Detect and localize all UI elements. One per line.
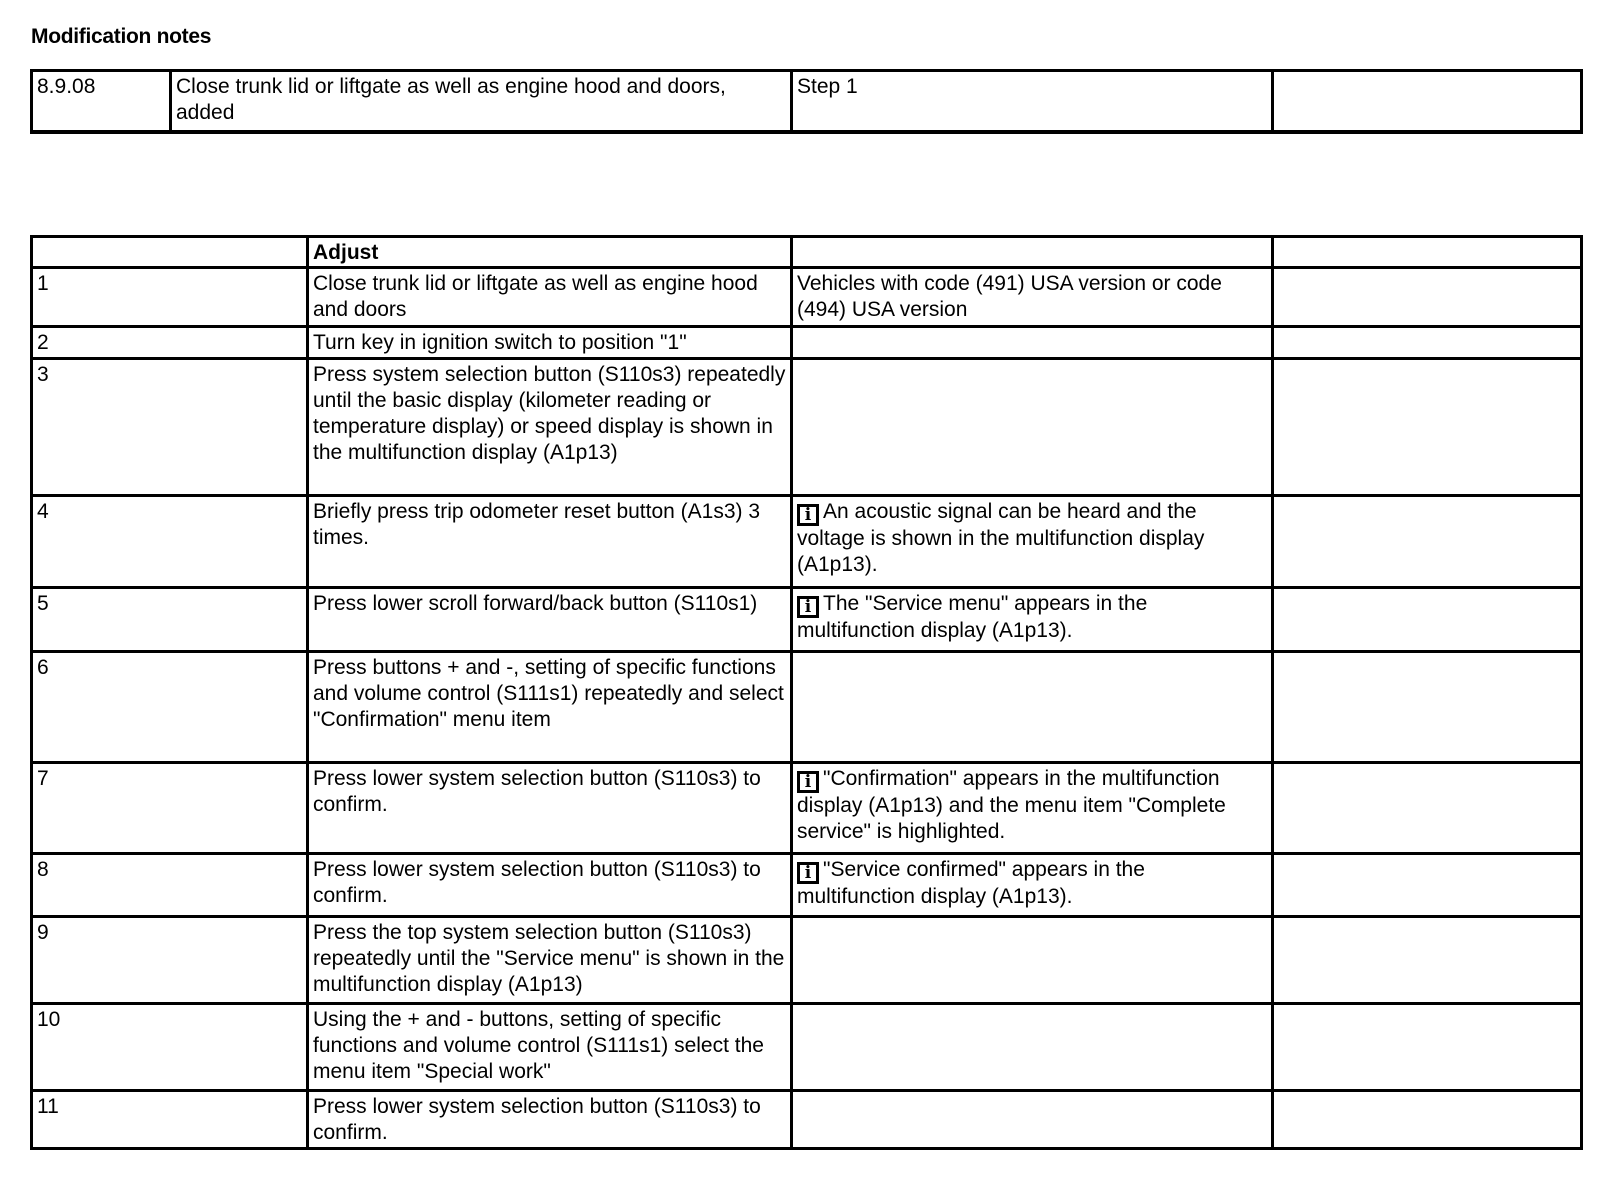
step-action: Press buttons + and -, setting of specific functions and volume control (S111s1) repeatedly and select "Confirmation" menu item xyxy=(308,652,792,763)
step-action: Press system selection button (S110s3) repeatedly until the basic display (kilometer reading or temperature display) or speed display is shown in the multifunction display (A1p13) xyxy=(308,359,792,496)
step-note xyxy=(792,588,1273,652)
step-note xyxy=(792,917,1273,1004)
step-action: Press lower system selection button (S110s3) to confirm. xyxy=(308,1091,792,1149)
steps-header-row xyxy=(32,237,1582,268)
table-row xyxy=(32,1004,1582,1091)
step-note xyxy=(792,763,1273,854)
notes-extra xyxy=(1273,71,1582,132)
step-action: Press lower system selection button (S110s3) to confirm. xyxy=(308,763,792,854)
step-number: 7 xyxy=(32,763,308,854)
table-row xyxy=(32,496,1582,588)
table-row xyxy=(32,268,1582,327)
step-extra xyxy=(1273,1004,1582,1091)
step-extra xyxy=(1273,854,1582,917)
table-row xyxy=(32,763,1582,854)
step-extra xyxy=(1273,588,1582,652)
notes-description: Close trunk lid or liftgate as well as engine hood and doors, added xyxy=(171,71,792,132)
modification-notes-heading: Modification notes xyxy=(31,25,212,48)
step-note xyxy=(792,1004,1273,1091)
table-row xyxy=(32,327,1582,359)
step-note-text: An acoustic signal can be heard and the voltage is shown in the multifunction display (A1p13). xyxy=(797,500,1205,576)
step-note xyxy=(792,359,1273,496)
table-row xyxy=(32,359,1582,496)
step-number: 5 xyxy=(32,588,308,652)
step-note xyxy=(792,854,1273,917)
step-note: Vehicles with code (491) USA version or code (494) USA version xyxy=(792,268,1273,327)
header-note-cell xyxy=(792,237,1273,268)
step-action: Using the + and - buttons, setting of specific functions and volume control (S111s1) select the menu item "Special work" xyxy=(308,1004,792,1091)
step-extra xyxy=(1273,652,1582,763)
step-extra xyxy=(1273,268,1582,327)
step-number: 9 xyxy=(32,917,308,1004)
notes-row xyxy=(32,71,1582,132)
table-row xyxy=(32,652,1582,763)
step-action: Briefly press trip odometer reset button (A1s3) 3 times. xyxy=(308,496,792,588)
table-row xyxy=(32,854,1582,917)
notes-reference: Step 1 xyxy=(792,71,1273,132)
step-note xyxy=(792,327,1273,359)
step-extra xyxy=(1273,327,1582,359)
step-number: 2 xyxy=(32,327,308,359)
step-action: Press lower system selection button (S110s3) to confirm. xyxy=(308,854,792,917)
header-adjust-cell: Adjust xyxy=(308,237,792,268)
info-icon: i xyxy=(797,596,819,618)
step-note-text: The "Service menu" appears in the multifunction display (A1p13). xyxy=(797,592,1148,642)
info-icon: i xyxy=(797,504,819,526)
table-row xyxy=(32,1091,1582,1149)
step-extra xyxy=(1273,917,1582,1004)
step-number: 4 xyxy=(32,496,308,588)
step-number: 11 xyxy=(32,1091,308,1149)
table-row xyxy=(32,917,1582,1004)
adjust-steps-table xyxy=(30,235,1583,1150)
modification-notes-table xyxy=(30,69,1583,134)
step-extra xyxy=(1273,496,1582,588)
info-icon: i xyxy=(797,862,819,884)
step-number: 3 xyxy=(32,359,308,496)
step-action: Turn key in ignition switch to position "1" xyxy=(308,327,792,359)
step-note xyxy=(792,652,1273,763)
step-extra xyxy=(1273,763,1582,854)
table-row xyxy=(32,588,1582,652)
step-action: Press lower scroll forward/back button (S110s1) xyxy=(308,588,792,652)
step-number: 1 xyxy=(32,268,308,327)
step-note-text: "Confirmation" appears in the multifunction display (A1p13) and the menu item "Complete service" is highlighted. xyxy=(797,767,1226,843)
info-icon: i xyxy=(797,771,819,793)
step-note xyxy=(792,496,1273,588)
step-extra xyxy=(1273,1091,1582,1149)
header-extra-cell xyxy=(1273,237,1582,268)
step-extra xyxy=(1273,359,1582,496)
step-number: 6 xyxy=(32,652,308,763)
step-action: Press the top system selection button (S110s3) repeatedly until the "Service menu" is shown in the multifunction display (A1p13) xyxy=(308,917,792,1004)
step-note-text: "Service confirmed" appears in the multifunction display (A1p13). xyxy=(797,858,1145,908)
step-note xyxy=(792,1091,1273,1149)
notes-date: 8.9.08 xyxy=(32,71,171,132)
header-step-cell xyxy=(32,237,308,268)
step-number: 8 xyxy=(32,854,308,917)
step-action: Close trunk lid or liftgate as well as engine hood and doors xyxy=(308,268,792,327)
step-number: 10 xyxy=(32,1004,308,1091)
